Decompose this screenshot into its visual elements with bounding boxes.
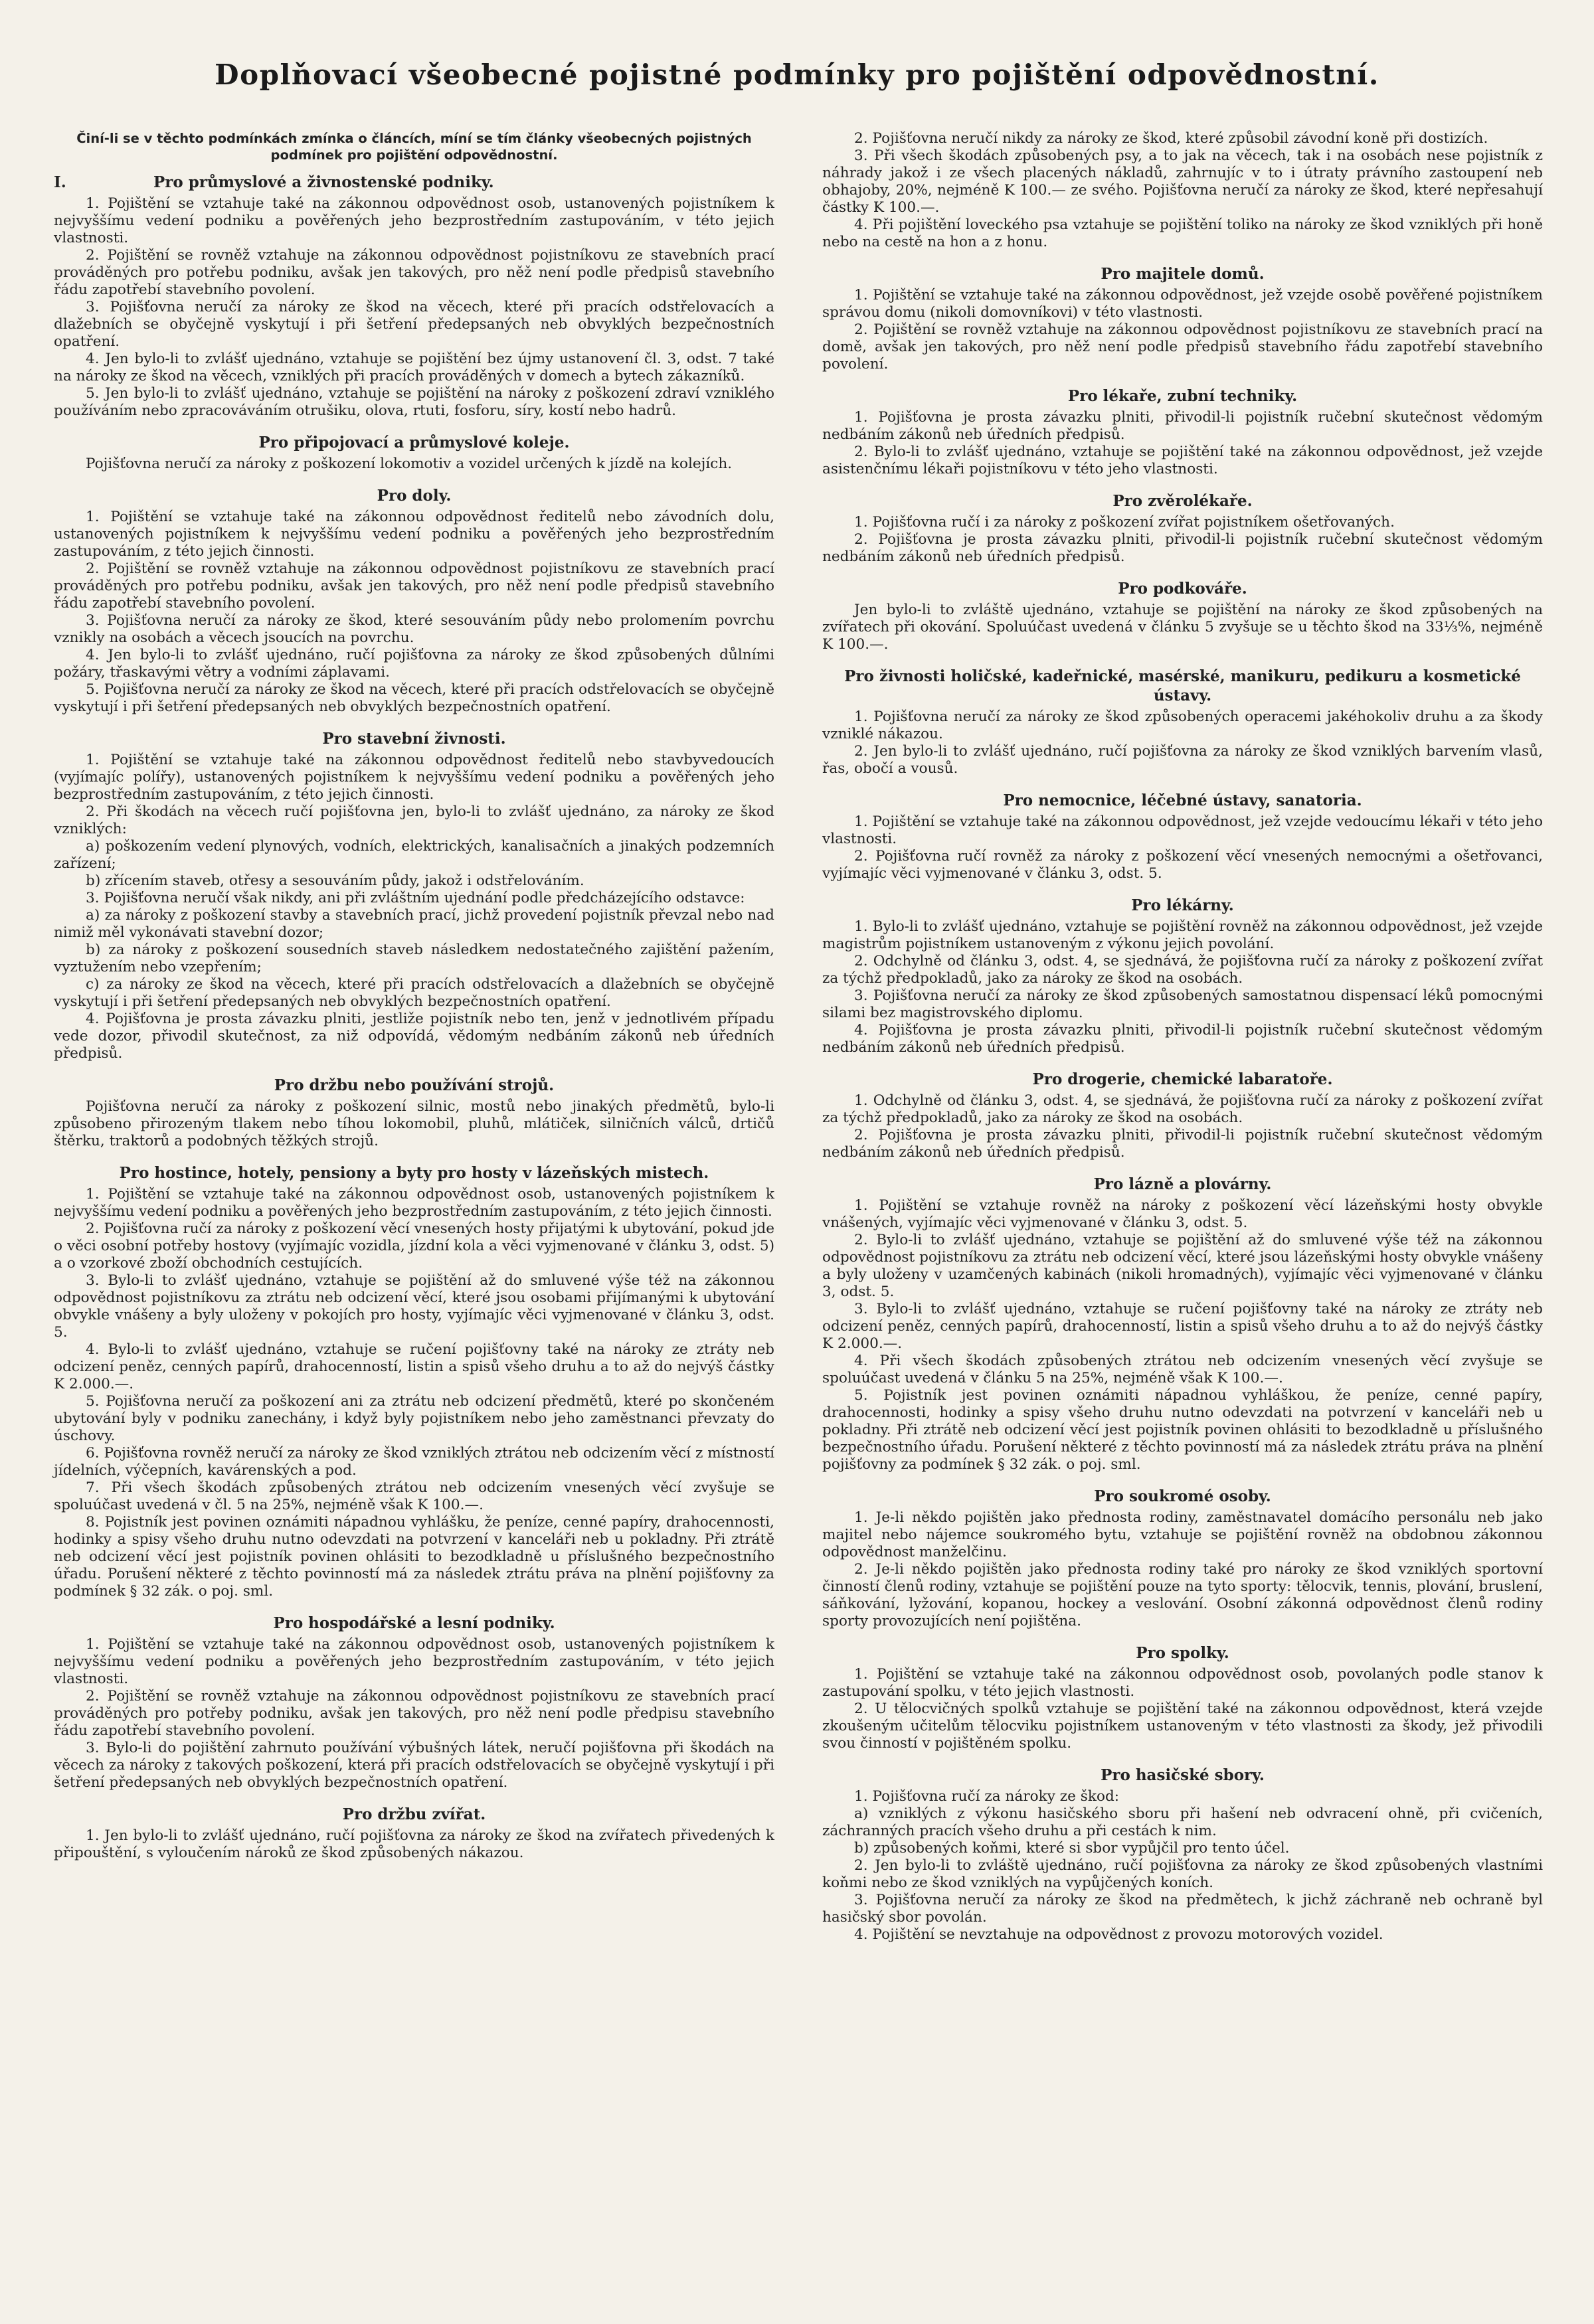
paragraph: 3. Pojišťovna neručí za nároky ze škod na věcech, které při pracích odstřelovacích a dlažebních se obyčejně vyskytují i při šetření předepsaných neb obvyklých bezpečnostních opatření.	[54, 299, 774, 350]
paragraph: 1. Pojištění se vztahuje také na zákonnou odpovědnost osob, ustanovených pojistníkem k nejvyššímu vedení podniku a pověřených jeho bezprostředním zastupováním, z této jejich činnosti.	[54, 1186, 774, 1220]
section-heading	[54, 173, 774, 192]
paragraph: 2. Jen bylo-li to zvláště ujednáno, ručí pojišťovna za nároky ze škod způsobených vlastními koňmi nebo ze škod vzniklých na vypůjčených koních.	[822, 1857, 1543, 1891]
section-title: Pro lékárny.	[1131, 896, 1234, 914]
paragraph: 2. Bylo-li to zvlášť ujednáno, vztahuje se pojištění také na zákonnou odpovědnost, jež vzejde asistenčnímu lékaři pojistníkovu v této jeho vlastnosti.	[822, 444, 1543, 477]
paragraph: 2. Pojišťovna ručí rovněž za nároky z poškození věcí vnesených nemocnými a ošetřovanci, vyjímajíc věci vyjmenované v článku 3, odst. 5.	[822, 848, 1543, 882]
paragraph: 1. Odchylně od článku 3, odst. 4, se sjednává, že pojišťovna ručí za nároky z poškození zvířat za týchž předpokladů, jako za nároky ze škod na osobách.	[822, 1092, 1543, 1126]
section-title: Pro držbu nebo používání strojů.	[274, 1076, 555, 1094]
section-title: Pro lékaře, zubní techniky.	[1067, 387, 1298, 405]
section-title: Pro doly.	[377, 487, 452, 505]
paragraph: 2. Pojištění se rovněž vztahuje na zákonnou odpovědnost pojistníkovu ze stavebních prací prováděných pro potřebu podniku, avšak jen takových, pro něž není podle předpisů stavebního řádu zapotřebí stavebního povolení.	[54, 560, 774, 612]
section	[54, 1076, 774, 1150]
paragraph: 2. Odchylně od článku 3, odst. 4, se sjednává, že pojišťovna ručí za nároky z poškození zvířat za týchž předpokladů, jako za nároky ze škod na osobách.	[822, 953, 1543, 987]
paragraph: 1. Pojišťovna je prosta závazku plniti, přivodil-li pojistník ručební skutečnost vědomým nedbáním zákonů neb úředních předpisů.	[822, 409, 1543, 443]
section-title: Pro lázně a plovárny.	[1093, 1175, 1272, 1193]
paragraph: Pojišťovna neručí za nároky z poškození lokomotiv a vozidel určených k jízdě na kolejích.	[86, 456, 733, 472]
paragraph: 1. Pojištění se vztahuje také na zákonnou odpovědnost ředitelů nebo stavbyvedoucích (vyjímajíc polířy), ustanovených pojistníkem k nejvyššímu vedení podniku a pověřených jeho bezprostředním zastupováním, z této jejich činnosti.	[54, 752, 774, 803]
section-title: Pro podkováře.	[1118, 580, 1247, 598]
document-title: Doplňovací všeobecné pojistné podmínky pro pojištění odpovědnostní.	[215, 58, 1379, 91]
paragraph: 1. Pojištění se vztahuje také na zákonnou odpovědnost osob, ustanovených pojistníkem k nejvyššímu vedení podniku a pověřených jeho bezprostředním zastupováním, v této jejich vlastnosti.	[54, 195, 774, 246]
section	[822, 667, 1543, 778]
paragraph: a) poškozením vedení plynových, vodních, elektrických, kanalisačních a jinakých podzemních zařízení;	[54, 838, 774, 872]
paragraph: 3. Při všech škodách způsobených psy, a to jak na věcech, tak i na osobách nese pojistník z náhrady jakož i ze všech placených nákladů, zahrnujíc v to i útraty právního zastoupení neb obhajoby, 20%, nejméně K 100.— ze svého. Pojišťovna neručí za nároky ze škod, které nepřesahují částky K 100.—.	[822, 147, 1543, 216]
section	[54, 1805, 774, 1862]
paragraph: 4. Pojištění se nevztahuje na odpovědnost z provozu motorových vozidel.	[854, 1926, 1383, 1943]
paragraph: 2. Pojištění se rovněž vztahuje na zákonnou odpovědnost pojistníkovu ze stavebních prací prováděných pro potřebu podniku, avšak jen takových, pro něž není podle předpisů stavebního řádu zapotřebí stavebního povolení.	[54, 247, 774, 298]
section	[822, 264, 1543, 373]
section	[822, 896, 1543, 1056]
section	[822, 1643, 1543, 1752]
paragraph: 1. Pojišťovna ručí i za nároky z poškození zvířat pojistníkem ošetřovaných.	[854, 514, 1395, 531]
paragraph: 2. Bylo-li to zvlášť ujednáno, vztahuje se pojištění až do smluvené výše též na zákonnou odpovědnost pojistníkovu za ztrátu neb odcizení věcí, které jsou lázeňskými hosty obvykle vnášeny a byly uloženy v uzamčených kabinách (nikoli hromadných), vyjímajíc věci vyjmenované v článku 3, odst. 5.	[822, 1232, 1543, 1300]
section	[54, 433, 774, 473]
paragraph: 2. Pojišťovna je prosta závazku plniti, přivodil-li pojistník ručební skutečnost vědomým nedbáním zákonů neb úředních předpisů.	[822, 531, 1543, 565]
paragraph: 1. Pojištění se vztahuje také na zákonnou odpovědnost ředitelů nebo závodních dolu, ustanovených pojistníkem k nejvyššímu vedení podniku a pověřených jeho bezprostředním zastupováním, z této jejich činnosti.	[54, 509, 774, 560]
paragraph: 4. Jen bylo-li to zvlášť ujednáno, vztahuje se pojištění bez újmy ustanovení čl. 3, odst. 7 také na nároky ze škod na věcech, vzniklých při pracích prováděných v domech a bytech zákazníků.	[54, 351, 774, 384]
section	[822, 791, 1543, 882]
paragraph: 4. Při všech škodách způsobených ztrátou neb odcizením vnesených věcí zvyšuje se spoluúčast uvedená v článku 5 na 25%, nejméně však K 100.—.	[822, 1353, 1543, 1386]
paragraph: 4. Pojišťovna je prosta závazku plniti, jestliže pojistník nebo ten, jenž v jednotlivém případu vede dozor, přivodil skutečnost, za niž odpovídá, vědomým nedbáním zákonů neb úředních předpisů.	[54, 1011, 774, 1062]
paragraph: 1. Jen bylo-li to zvlášť ujednáno, ručí pojišťovna za nároky ze škod na zvířatech přivedených k připouštění, s vyloučením nároků ze škod způsobených nákazou.	[54, 1827, 774, 1861]
paragraph: 4. Při pojištění loveckého psa vztahuje se pojištění toliko na nároky ze škod vzniklých při honě nebo na cestě na hon a z honu.	[822, 216, 1543, 250]
paragraph: 8. Pojistník jest povinen oznámiti nápadnou vyhlášku, že peníze, cenné papíry, drahocennosti, hodinky a spisy všeho druhu nutno odevzdati na potvrzení v kanceláři neb u pokladny. Při ztrátě neb odcizení věcí jest pojistník povinen ohlásiti to bezodkladně u příslušného bezpečnostního úřadu. Porušení některé z těchto povinností má za následek ztrátu práva na plnění pojišťovny za podmínek § 32 zák. o poj. sml.	[54, 1514, 774, 1600]
section-title: Pro připojovací a průmyslové koleje.	[258, 434, 570, 452]
paragraph: 1. Pojištění se vztahuje také na zákonnou odpovědnost osob, ustanovených pojistníkem k nejvyššímu vedení podniku a pověřených jeho bezprostředním zastupováním, v této jejich vlastnosti.	[54, 1636, 774, 1687]
paragraph: a) za nároky z poškození stavby a stavebních prací, jichž provedení pojistník převzal nebo nad nimiž měl vykonávati stavební dozor;	[54, 907, 774, 941]
paragraph: 2. Při škodách na věcech ručí pojišťovna jen, bylo-li to zvlášť ujednáno, za nároky ze škod vzniklých:	[54, 803, 774, 837]
paragraph: b) zřícením staveb, otřesy a sesouváním půdy, jakož i odstřelováním.	[86, 872, 584, 889]
paragraph: 3. Bylo-li to zvlášť ujednáno, vztahuje se pojištění až do smluvené výše též na zákonnou odpovědnost pojistníkovu za ztrátu neb odcizení věcí, které jsou osobami přijímanými k ubytování obvykle vnášeny a byly uloženy v pokojích pro hosty, vyjímajíc věci vyjmenované v článku 3, odst. 5.	[54, 1272, 774, 1341]
paragraph: b) za nároky z poškození sousedních staveb následkem nedostatečného zajištění pažením, vyztužením nebo vzepřením;	[54, 942, 774, 975]
section	[54, 1163, 774, 1600]
paragraph: 5. Pojišťovna neručí za nároky ze škod na věcech, které při pracích odstřelovacích se obyčejně vyskytují i při šetření předepsaných neb obvyklých bezpečnostních opatření.	[54, 681, 774, 715]
paragraph: 3. Bylo-li to zvlášť ujednáno, vztahuje se ručení pojišťovny také na nároky ze ztráty neb odcizení peněz, cenných papírů, drahocenností, listin a spisů všeho druhu a to až do nejvýš částky K 2.000.—.	[822, 1301, 1543, 1352]
paragraph: 2. Jen bylo-li to zvlášť ujednáno, ručí pojišťovna za nároky ze škod vzniklých barvením vlasů, řas, obočí a vousů.	[822, 743, 1543, 777]
section	[822, 491, 1543, 566]
paragraph: Jen bylo-li to zvláště ujednáno, vztahuje se pojištění na nároky ze škod způsobených na zvířatech při okování. Spoluúčast uvedená v článku 5 zvyšuje se u těchto škod na 33⅓%, nejméně K 100.—.	[822, 602, 1543, 653]
section	[822, 386, 1543, 478]
intro-note: Činí-li se v těchto podmínkách zmínka o článcích, míní se tím články všeobecných pojistných podmínek pro pojištění odpovědnostní.	[76, 131, 752, 163]
paragraph: 2. Pojištění se rovněž vztahuje na zákonnou odpovědnost pojistníkovu ze stavebních prací na domě, avšak jen takových, pro něž není podle předpisů stavebního řádu zapotřebí stavebního povolení.	[822, 321, 1543, 373]
right-column	[822, 130, 1543, 1944]
paragraph: 6. Pojišťovna rovněž neručí za nároky ze škod vzniklých ztrátou neb odcizením věcí z místností jídelních, výčepních, kavárenských a pod.	[54, 1445, 774, 1479]
section-title: Pro hasičské sbory.	[1101, 1766, 1265, 1784]
paragraph: 4. Pojišťovna je prosta závazku plniti, přivodil-li pojistník ručební skutečnost vědomým nedbáním zákonů neb úředních předpisů.	[822, 1022, 1543, 1056]
paragraph: 1. Pojištění se vztahuje také na zákonnou odpovědnost osob, povolaných podle stanov k zastupování spolku, v této jejich vlastnosti.	[822, 1666, 1543, 1700]
paragraph: 2. Pojištění se rovněž vztahuje na zákonnou odpovědnost pojistníkovu ze stavebních prací prováděných pro potřeby podniku, avšak jen takových, pro něž není podle předpisu stavebního řádu zapotřebí stavebního povolení.	[54, 1688, 774, 1739]
paragraph: b) způsobených koňmi, které si sbor vypůjčil pro tento účel.	[854, 1840, 1290, 1857]
paragraph: 2. U tělocvičných spolků vztahuje se pojištění také na zákonnou odpovědnost, která vzejde zkoušeným učitelům tělocviku pojistníkem ustanoveným v této vlastnosti za škody, jež přivodili svou činností v pojištěném spolku.	[822, 1701, 1543, 1752]
section-number: I.	[54, 173, 66, 191]
section	[54, 1614, 774, 1791]
section-title: Pro stavební živnosti.	[322, 730, 506, 748]
section-title: Pro hostince, hotely, pensiony a byty pro hosty v lázeňských mistech.	[119, 1164, 709, 1182]
paragraph: 2. Pojišťovna neručí nikdy za nároky ze škod, které způsobil závodní koně při dostizích.	[854, 130, 1488, 147]
paragraph: 3. Pojišťovna neručí za nároky ze škod způsobených samostatnou dispensací léků pomocnými silami bez magistrovského diplomu.	[822, 987, 1543, 1021]
paragraph: a) vzniklých z výkonu hasičského sboru při hašení neb odvracení ohně, při cvičeních, záchranných pracích všeho druhu a při cestách k nim.	[822, 1805, 1543, 1839]
section	[822, 1175, 1543, 1473]
section	[54, 486, 774, 716]
paragraph: 1. Je-li někdo pojištěn jako přednosta rodiny, zaměstnavatel domácího personálu neb jako majitel nebo nájemce soukromého bytu, vztahuje se pojištění rovněž na obdobnou zákonnou odpovědnost manželčinu.	[822, 1509, 1543, 1560]
paragraph: 2. Je-li někdo pojištěn jako přednosta rodiny také pro nároky ze škod vzniklých sportovní činností členů rodiny, vztahuje se pojištění pouze na tyto sporty: tělocvik, tennis, plování, bruslení, sáňkování, lyžování, kopanou, hockey a veslování. Osobní zákonná odpovědnost členů rodiny sporty provozujících není pojištěna.	[822, 1561, 1543, 1629]
section-title: Pro zvěrolékaře.	[1112, 492, 1253, 510]
paragraph: 1. Pojištění se vztahuje také na zákonnou odpovědnost, jež vzejde osobě pověřené pojistníkem správou domu (nikoli domovníkovi) v této vlastnosti.	[822, 287, 1543, 321]
paragraph: Pojišťovna neručí za nároky z poškození silnic, mostů nebo jinakých předmětů, bylo-li způsobeno přirozeným tlakem nebo tíhou lokomobil, pluhů, mlátiček, silničních válců, drtičů štěrku, traktorů a podobných těžkých strojů.	[54, 1098, 774, 1149]
section-title: Pro soukromé osoby.	[1094, 1487, 1271, 1505]
section	[822, 1070, 1543, 1161]
paragraph: 2. Pojišťovna je prosta závazku plniti, přivodil-li pojistník ručební skutečnost vědomým nedbáním zákonů neb úředních předpisů.	[822, 1127, 1543, 1161]
paragraph: 1. Bylo-li to zvlášť ujednáno, vztahuje se pojištění rovněž na zákonnou odpovědnost, jež vzejde magistrům pojistníkem ustanoveným z výkonu jejich povolání.	[822, 918, 1543, 952]
section	[54, 729, 774, 1062]
paragraph: c) za nároky ze škod na věcech, které při pracích odstřelovacích a dlažebních se obyčejně vyskytují i při šetření předepsaných neb obvyklých bezpečnostních opatření.	[54, 976, 774, 1010]
paragraph: 5. Pojišťovna neručí za poškození ani za ztrátu neb odcizení předmětů, které po skončeném ubytování byly v podniku zanechány, i když byly pojistníkem nebo jeho zaměstnanci převzaty do úschovy.	[54, 1393, 774, 1444]
section	[822, 1766, 1543, 1944]
paragraph: 3. Pojišťovna neručí však nikdy, ani při zvláštním ujednání podle předcházejícího odstavce:	[86, 890, 745, 906]
paragraph: 4. Jen bylo-li to zvlášť ujednáno, ručí pojišťovna za nároky ze škod způsobených důlními požáry, třaskavými větry a vodními záplavami.	[54, 647, 774, 681]
section	[822, 130, 1543, 251]
paragraph: 3. Pojišťovna neručí za nároky ze škod, které sesouváním půdy nebo prolomením povrchu vznikly na osobách a věcech jsoucích na povrchu.	[54, 612, 774, 646]
paragraph: 3. Bylo-li do pojištění zahrnuto používání výbušných látek, neručí pojišťovna při škodách na věcech za nároky z takových poškození, která při pracích odstřelovacích se obyčejně vyskytují i při šetření předepsaných neb obvyklých bezpečnostních opatření.	[54, 1740, 774, 1791]
paragraph: 2. Pojišťovna ručí za nároky z poškození věcí vnesených hosty přijatými k ubytování, pokud jde o věci osobní potřeby hostovy (vyjímajíc vozidla, jízdní kola a věci vyjmenované v článku 3, odst. 5) a o vzorkové zboží obchodních cestujících.	[54, 1220, 774, 1272]
section	[822, 579, 1543, 653]
paragraph: 1. Pojišťovna neručí za nároky ze škod způsobených operacemi jakéhokoliv druhu a za škody vzniklé nákazou.	[822, 708, 1543, 742]
section-title: Pro průmyslové a živnostenské podniky.	[153, 173, 494, 191]
section-title: Pro majitele domů.	[1101, 265, 1265, 283]
paragraph: 7. Při všech škodách způsobených ztrátou neb odcizením vnesených věcí zvyšuje se spoluúčast uvedená v čl. 5 na 25%, nejméně však K 100.—.	[54, 1479, 774, 1513]
section-title: Pro nemocnice, léčebné ústavy, sanatoria.	[1003, 791, 1362, 809]
paragraph: 5. Pojistník jest povinen oznámiti nápadnou vyhláškou, že peníze, cenné papíry, drahocennosti, hodinky a spisy všeho druhu nutno odevzdati na potvrzení v kanceláři neb u pokladny. Při ztrátě neb odcizení věcí jest pojistník povinen ohlásiti to bezodkladně u příslušného bezpečnostního úřadu. Porušení některé z těchto povinností má za následek ztrátu práva na plnění pojišťovny za podmínek § 32 zák. o poj. sml.	[822, 1387, 1543, 1473]
paragraph: 5. Jen bylo-li to zvlášť ujednáno, vztahuje se pojištění na nároky z poškození zdraví vzniklého používáním nebo zpracováváním otrušiku, olova, rtuti, fosforu, síry, kostí nebo hadrů.	[54, 385, 774, 419]
section-title: Pro hospodářské a lesní podniky.	[273, 1614, 555, 1632]
section	[822, 1487, 1543, 1630]
paragraph: 4. Bylo-li to zvlášť ujednáno, vztahuje se ručení pojišťovny také na nároky ze ztráty neb odcizení peněz, cenných papírů, drahocenností, listin a spisů všeho druhu a to až do nejvýš částky K 2.000.—.	[54, 1341, 774, 1392]
section-title: Pro držbu zvířat.	[342, 1805, 486, 1823]
section-title: Pro živnosti holičské, kadeřnické, masérské, manikuru, pedikuru a kosmetické ústavy.	[844, 667, 1521, 705]
paragraph: 1. Pojištění se vztahuje rovněž na nároky z poškození věcí lázeňskými hosty obvykle vnášených, vyjímajíc věci vyjmenované v článku 3, odst. 5.	[822, 1197, 1543, 1231]
paragraph: 1. Pojištění se vztahuje také na zákonnou odpovědnost, jež vzejde vedoucímu lékaři v této jeho vlastnosti.	[822, 813, 1543, 847]
paragraph: 1. Pojišťovna ručí za nároky ze škod:	[854, 1788, 1120, 1805]
paragraph: 3. Pojišťovna neručí za nároky ze škod na předmětech, k jichž záchraně neb ochraně byl hasičský sbor povolán.	[822, 1892, 1543, 1926]
section-title: Pro drogerie, chemické labaratoře.	[1032, 1070, 1333, 1088]
section	[54, 173, 774, 420]
section-title: Pro spolky.	[1136, 1644, 1229, 1662]
left-column	[54, 130, 774, 1862]
